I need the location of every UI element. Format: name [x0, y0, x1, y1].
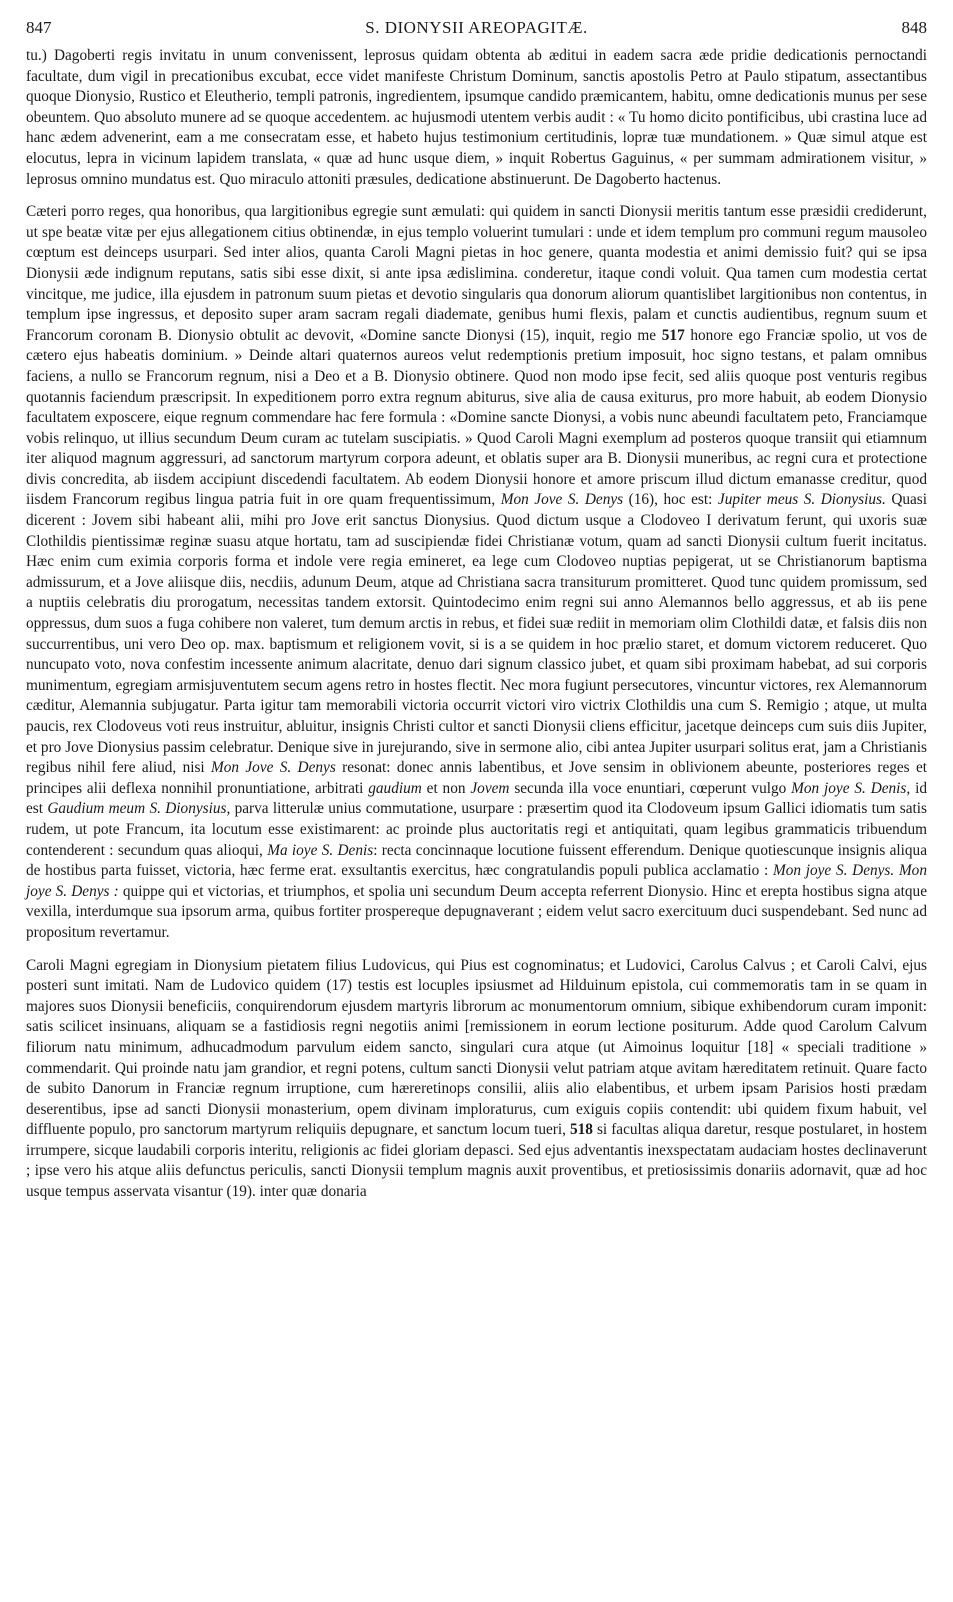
text-run: et non: [421, 779, 471, 797]
paragraph-gap: [26, 944, 927, 956]
italic-phrase: gaudium: [368, 779, 422, 797]
paragraph-gap: [26, 190, 927, 202]
italic-phrase: Ma ioye S. Denis: [267, 841, 374, 859]
text-run: tu.) Dagoberti regis invitatu in unum convenissent, leprosus quidam obtenta ab æditui in eadem sacra æde pridie dedicationis pernoctandi facultate, dum vigil in precationibus excubat, ecce videt manifeste Christum Dominum, sanctis apostolis Petro at Paulo stipatum, assectantibus quoque Dionysio, Rustico et Eleutherio, templi patronis, ingredientem, ipsumque candido præmicantem, habitu, omne dedicationis munus per sese obeuntem. Quo absoluto munere ad se quoque accedentem. ac hujusmodi utentem verbis audit : « Tu homo dicito pontificibus, ubi crastina luce ad hanc ædem advenerint, eam a me consecratam esse, et habeto hujus testimonium certitudinis, lopræ tuæ mundationem. » Quæ simul atque est elocutus, lepra in vicinum lapidem translata, « quæ ad hunc usque diem, » inquit Robertus Gaguinus, « per summam admirationem visitur, » leprosus omnino mundatus est. Quo miraculo attoniti præsules, dedicatione abstinuerunt. De Dagoberto hactenus.: [26, 47, 927, 188]
italic-phrase: Mon joye S. Denys. Mon joye S. Denys :: [26, 862, 927, 900]
italic-phrase: Mon joye S. Denis,: [791, 779, 911, 797]
paragraph-1: [26, 46, 927, 190]
text-run: Caroli Magni egregiam in Dionysium pietatem filius Ludovicus, qui Pius est cognominatus; et Ludovici, Carolus Calvus ; et Caroli Calvi, ejus posteri sunt imitati. Nam de Ludovico quidem (17) testis est locuples ipsiusmet ad Hilduinum epistola, cui commemoratis tam in se quam in majores suos Dionysii beneficiis, conquirendorum ejusdem martyris librorum ac monumentorum omnium, sibique exhibendorum curam imponit: satis scilicet insinuans, aliquam se a fastidiosis regni negotiis animi [remissionem in eorum lectione positurum. Adde quod Carolum Calvum filiorum natu minimum, adhucadmodum parvulum eidem sancto, singulari cura atque (ut Aimoinus loquitur [18] « speciali traditione » commendarit. Qui proinde natu jam grandior, et regni potens, cultum sancti Dionysii velut patriam atque avitam hæreditatem retinuit. Quare facto de subito Danorum in Franciæ regnum irruptione, cum hæreretinops consilii, aliis alio elabentibus, et urbem ipsam Parisios hosti prædam deserentibus, ipse ad sancti Dionysii monasterium, opem divinam imploraturus, cum exiguis copiis contendit: ubi quidem fixum habuit, vel diffluente populo, pro sanctorum martyrum reliquiis depugnare, et sanctum locum tueri,: [26, 956, 927, 1139]
page-header: [26, 14, 927, 46]
text-run: : recta concinnaque locutione fuissent efferendum. Denique quotiescunque insignis aliqua de hostibus parta fuisset, victoria, hæc ferme erat. exsultantis exercitus, hæc congratulandis populi publica acclamatio :: [26, 841, 927, 880]
text-run: Quasi dicerent : Jovem sibi habeant alii, mihi pro Jove erit sanctus Dionysius. Quod dictum usque a Clodoveo I derivatum ferunt, qui uxoris suæ Clothildis pientissimæ reginæ suasu atque hortatu, tam ad suscipiendæ fidei Christianæ votum, quam ad sancti Dionysii cultum fuerit incitatus. Hæc enim cum eximia corporis forma et indole vere regia emineret, ea lege cum Clodoveo nuptias pepigerat, ut se Christianorum baptisma admissurum, et a Jove aliisque diis, necdiis, adunum Deum, atque ad Christiana sacra transiturum promitteret. Quod tunc quidem promissum, sed a nuptiis celebratis diu prorogatum, necessitas tandem extorsit. Quintodecimo enim regni sui anno Alemannos bello aggressus, et ab iis pene oppressus, dum suos a fuga cohibere non valeret, tum demum arctis in rebus, et fidei suæ rediit in memoriam olim Clothildi datæ, et falsis diis non succurrentibus, uni vero Deo op. max. baptismum et religionem vovit, si is a se quidem in hoc prælio staret, et domum victorem reduceret. Quo nuncupato voto, nova confestim incessente animum alacritate, denuo dari signum classico jubet, et quam sibi proximam habebat, ad sui corporis munimentum, egregiam armisjuventutem secum agens retro in hostes flectit. Nec mora fugiunt persecutores, vincuntur victores, rex Alemannorum cæditur, Alemannia subjugatur. Parta igitur tam memorabili victoria occurrit victori viro victrix Clothildis una cum S. Remigio ; atque, ut multa paucis, rex Clodoveus voti reus instruitur, abluitur, insignis Christi cultor et sancti Dionysii cliens efficitur, jacetque deinceps cum suis diis Jupiter, et pro Jove Dionysius passim celebratur. Denique sive in jurejurando, sive in sermone alio, cibi antea Jupiter usurpari solitus erat, jam a Christianis regibus nihil fere aliud, nisi: [26, 491, 928, 777]
text-run: parva litterulæ unius commutatione, usurpare : præsertim quod ita Clodoveum ipsum Gallici idiomatis tum satis rudem, ut pote Francum, ita locutum esse existimarent: ac proinde plus auctoritatis regi et antiquitati, quam legibus grammaticis tribuendum contenderent : secundum quas alioqui,: [26, 800, 927, 859]
italic-phrase: Mon Jove S. Denys: [211, 759, 336, 777]
paragraph-3: [26, 956, 927, 1203]
paragraph-2: [26, 202, 927, 943]
text-run: honore ego Franciæ spolio, ut vos de cætero ejus habeatis dominium. » Deinde altari quaternos aureos velut redemptionis pretium imposuit, hoc signo testans, et palam omnibus faciens, a nullo se Francorum regnum, nisi a Deo et a B. Dionysio obtinere. Quod non modo ipse fecit, sed aliis quoque post venturis regibus quotannis faciendum præscripsit. In expeditionem porro extra regnum abiturus, sive alia de causa exiturus, pro more habuit, ab eodem Dionysio facultatem exposcere, eique regnum commendare hac fere formula : «Domine sancte Dionysi, a vobis nunc abeundi facultatem peto, Franciamque vobis relinquo, ut illius secundum Deum curam ac tutelam suscipiatis. » Quod Caroli Magni exemplum ad posteros quoque transiit qui etiamnum iter aliquod magnum aggressuri, ad sanctorum martyrum corpora adeunt, et oblatis super ara B. Dionysii muneribus, ac regni cura et protectione divis concredita, ab iisdem accipiunt discedendi facultatem. Ab eodem Dionysii honore et amore priscum illud dictum emanasse creditur, quod iisdem Francorum regibus lingua patria fuit in ore quam frequentissimum,: [26, 326, 927, 509]
page-number-left: 847: [26, 18, 52, 37]
italic-phrase: Gaudium meum S. Dionysius,: [47, 800, 231, 818]
italic-phrase: Jupiter meus S. Dionysius.: [717, 491, 886, 509]
running-title: S. DIONYSII AREOPAGITÆ.: [365, 18, 588, 37]
text-run: Cæteri porro reges, qua honoribus, qua largitionibus egregie sunt æmulati: qui quidem in sancti Dionysii meritis tantum esse præsidii crediderunt, ut spe beatæ vitæ per ejus allegationem citius obtinendæ, in ejus templo voluerint tumulari : unde et idem templum pro communi regum mausoleo cœptum est deinceps usurpari. Sed inter alios, quanta Caroli Magni pietas in hoc genere, quanta modestia et animi demissio fuit? qui se ipsa Dionysii æde indignum reputans, satis sibi esse dixit, si ante ipsa ædislimina. conderetur, itaque condi voluit. Qua tamen cum modestia certat vincitque, me judice, illa ejusdem in patronum suum pietas et devotio singularis qua donorum aliorum quantislibet largitionibus non contentus, in templum ipse ingressus, et deposito super aram sacram regali diademate, genibus humi flexis, palam et cunctis audientibus, regnum suum et Francorum coronam B. Dionysio obtulit ac devovit, «Domine sancte Dionysi (15), inquit, regio me: [26, 203, 927, 344]
page-number-right: 848: [901, 18, 927, 37]
italic-phrase: Mon Jove S. Denys: [500, 491, 624, 509]
text-run: id est: [26, 779, 927, 818]
text-run: resonat: donec annis labentibus, et Jove sensim in oblivionem abeunte, posteriores reges et principes alii deflexa nonnihil pronuntiatione, arbitrati: [26, 759, 927, 797]
text-run: si facultas aliqua daretur, resque postularet, in hostem irrumpere, sicque laudabili corporis interitu, religionis ac fidei gloriam depasci. Sed ejus adventantis inexspectatam audaciam hostes declinaverunt ; ipse vero his atque aliis defunctus periculis, sancti Dionysii templum magnis auxit proventibus, et pretiosissimis donariis adornavit, quæ ad hoc usque tempus asservata visantur (19). inter quæ donaria: [26, 1121, 927, 1201]
italic-phrase: Jovem: [470, 779, 510, 797]
text-run: secunda illa voce enuntiari, cœperunt vulgo: [509, 779, 792, 797]
margin-number: 518: [570, 1121, 593, 1139]
text-run: (16), hoc est:: [623, 491, 718, 509]
text-run: quippe qui et victorias, et triumphos, et spolia uni secundum Deum accepta referrent Dionysio. Hinc et erepta hostibus signa atque vexilla, interdumque sua ipsorum arma, quibus fortiter prospereque depugnaverant ; eidem velut sacro exercituum duci suspendebant. Sed nunc ad propositum revertamur.: [26, 882, 928, 941]
margin-number: 517: [661, 326, 685, 344]
